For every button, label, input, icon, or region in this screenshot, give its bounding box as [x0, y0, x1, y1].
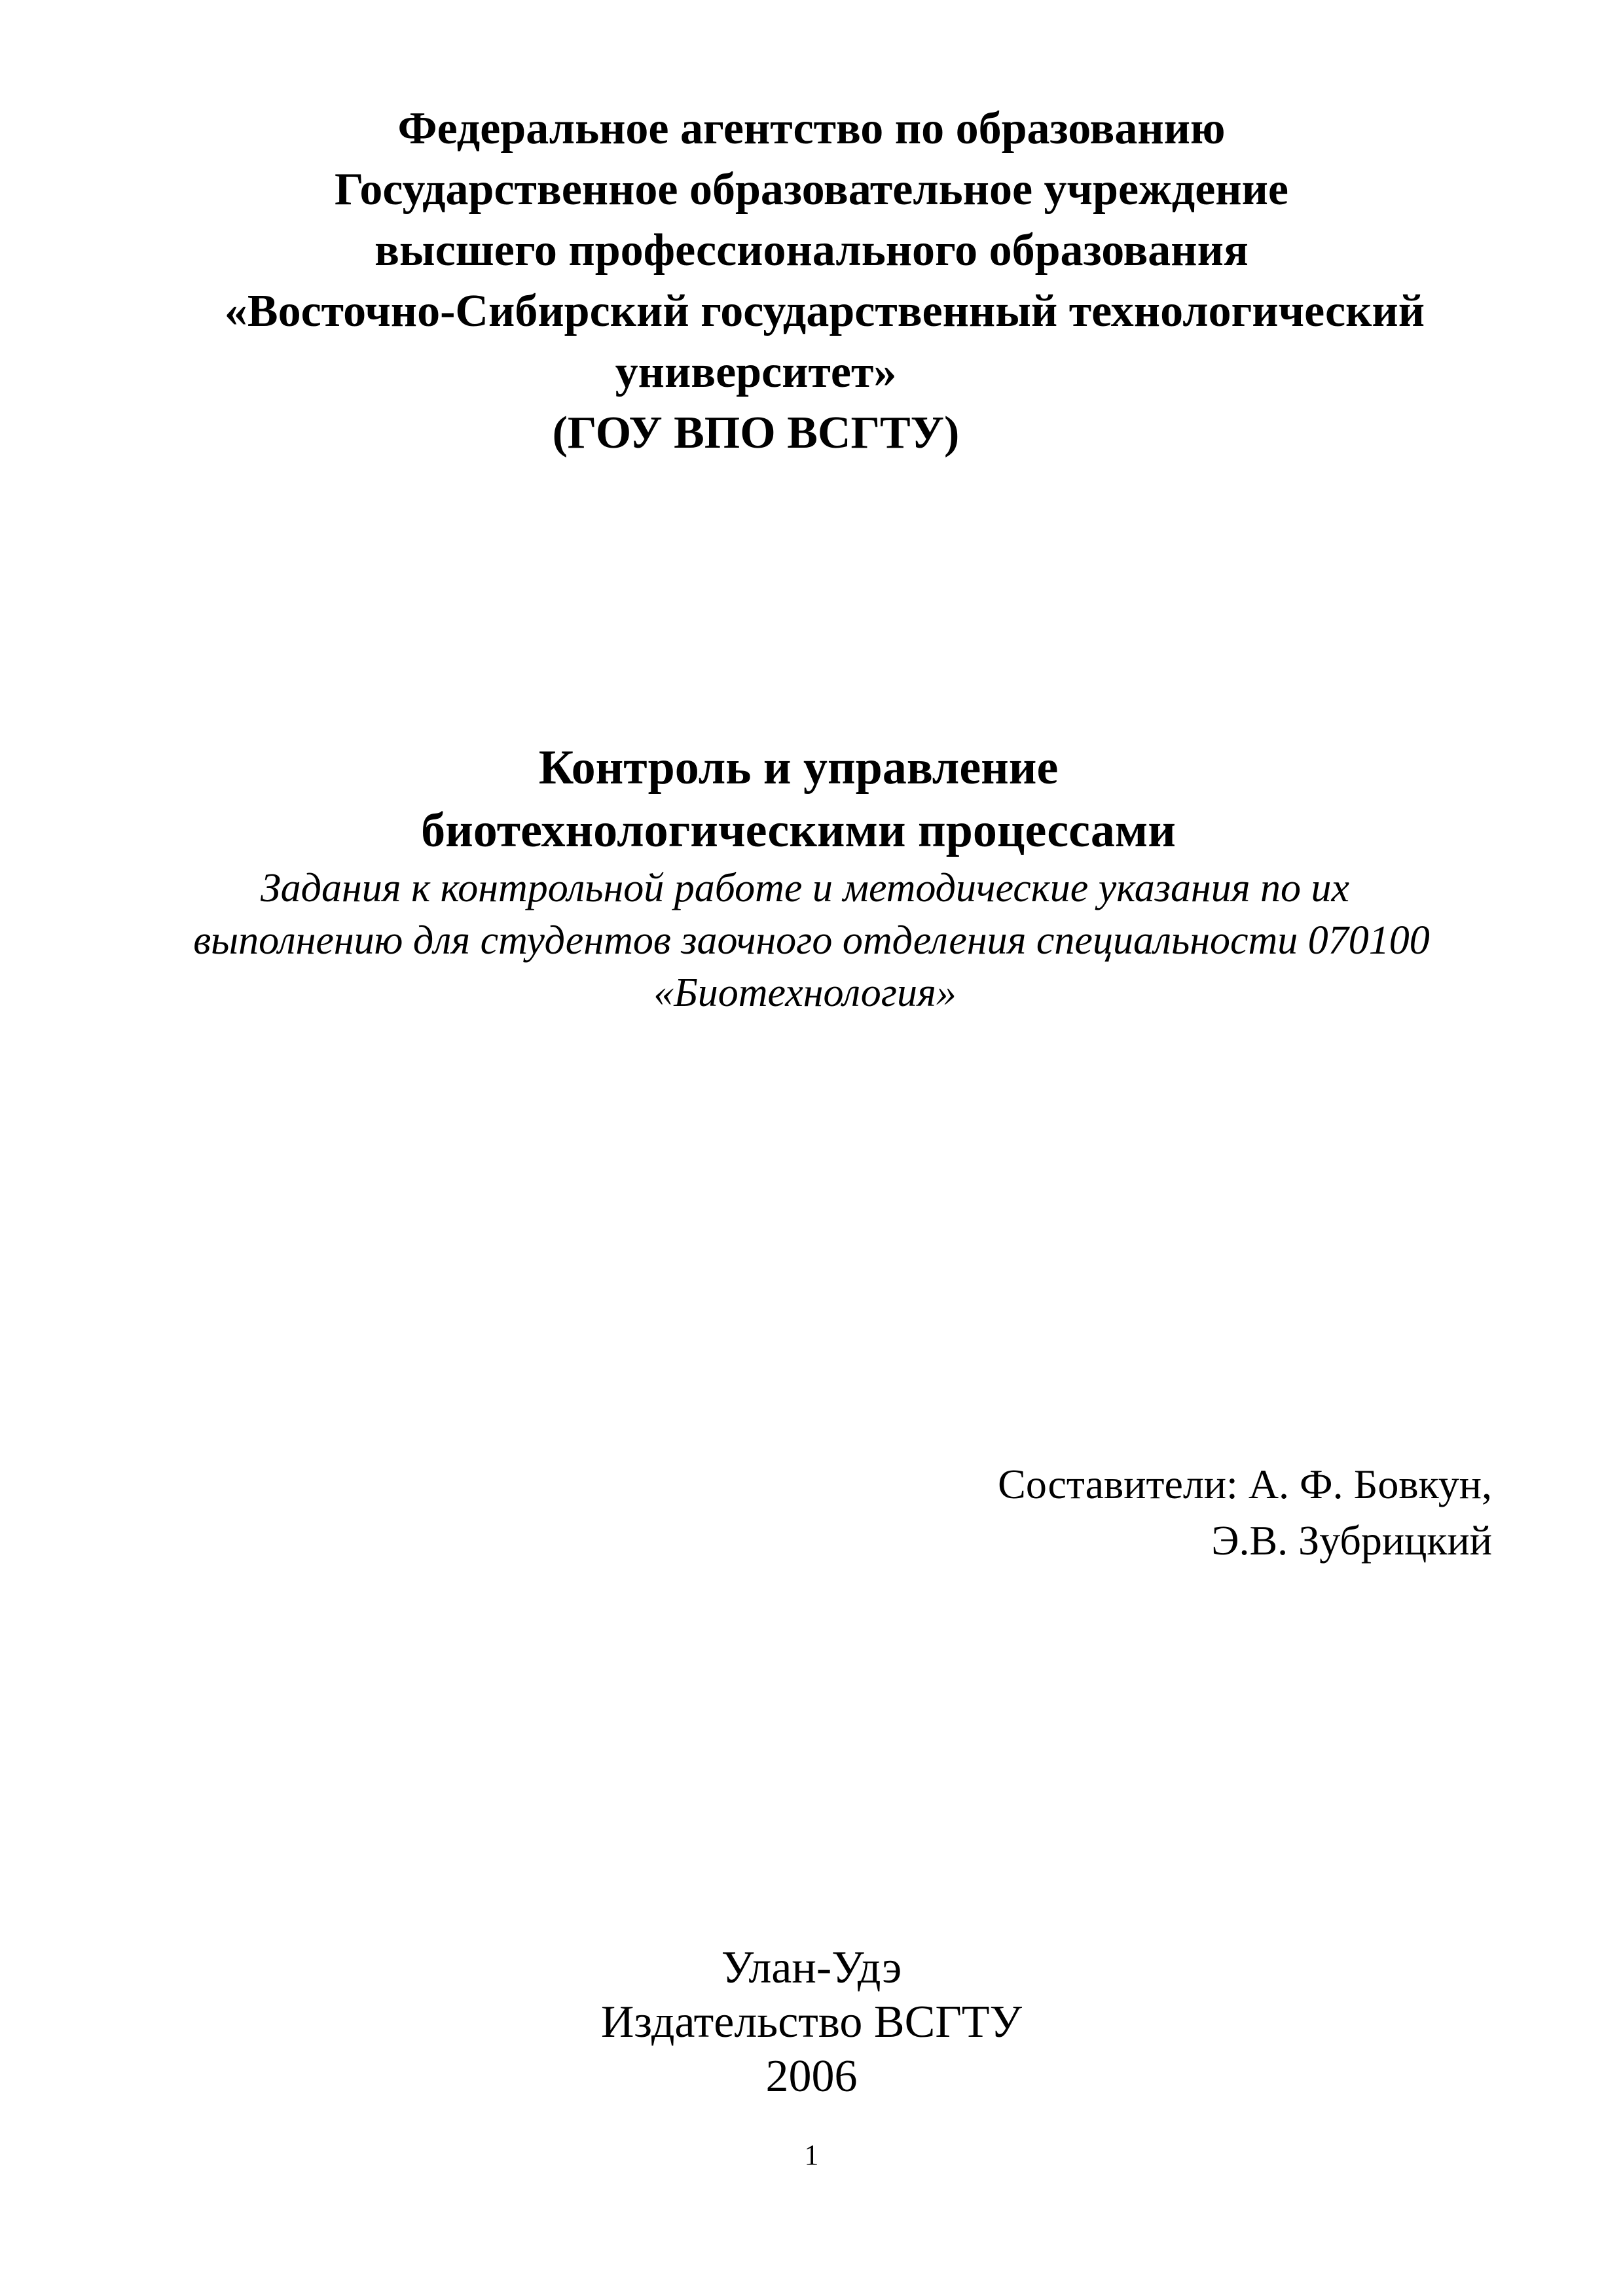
imprint-year: 2006: [765, 2051, 858, 2102]
imprint-block: [0, 1941, 1623, 2104]
compilers-block: [998, 1456, 1492, 1569]
compilers-line-1: Составители: А. Ф. Бовкун,: [998, 1461, 1492, 1507]
document-title: [0, 736, 1623, 862]
page-number: 1: [804, 2139, 819, 2171]
header-line-abbreviation: (ГОУ ВПО ВСГТУ): [552, 408, 960, 458]
header-line-university-name-end: университет»: [615, 347, 897, 397]
imprint-city: Улан-Удэ: [721, 1943, 902, 1993]
header-line-education-level: высшего профессионального образования: [374, 225, 1249, 276]
compilers-line-2: Э.В. Зубрицкий: [1211, 1517, 1492, 1564]
header-line-institution-type: Государственное образовательное учреждение: [334, 164, 1288, 215]
subtitle-line-3: «Биотехнология»: [653, 971, 957, 1015]
document-subtitle: [0, 862, 1623, 1019]
subtitle-line-1: Задания к контрольной работе и методические указания по их: [260, 866, 1350, 910]
imprint-publisher: Издательство ВСГТУ: [600, 1997, 1023, 2047]
header-line-agency: Федеральное агентство по образованию: [397, 103, 1226, 154]
institution-header: [0, 98, 1623, 463]
header-line-university-name: «Восточно-Сибирский государственный технологический: [224, 286, 1425, 336]
title-line-2: биотехнологическими процессами: [421, 804, 1176, 857]
title-line-1: Контроль и управление: [538, 741, 1059, 795]
subtitle-line-2: выполнению для студентов заочного отделения специальности 070100: [193, 918, 1430, 963]
